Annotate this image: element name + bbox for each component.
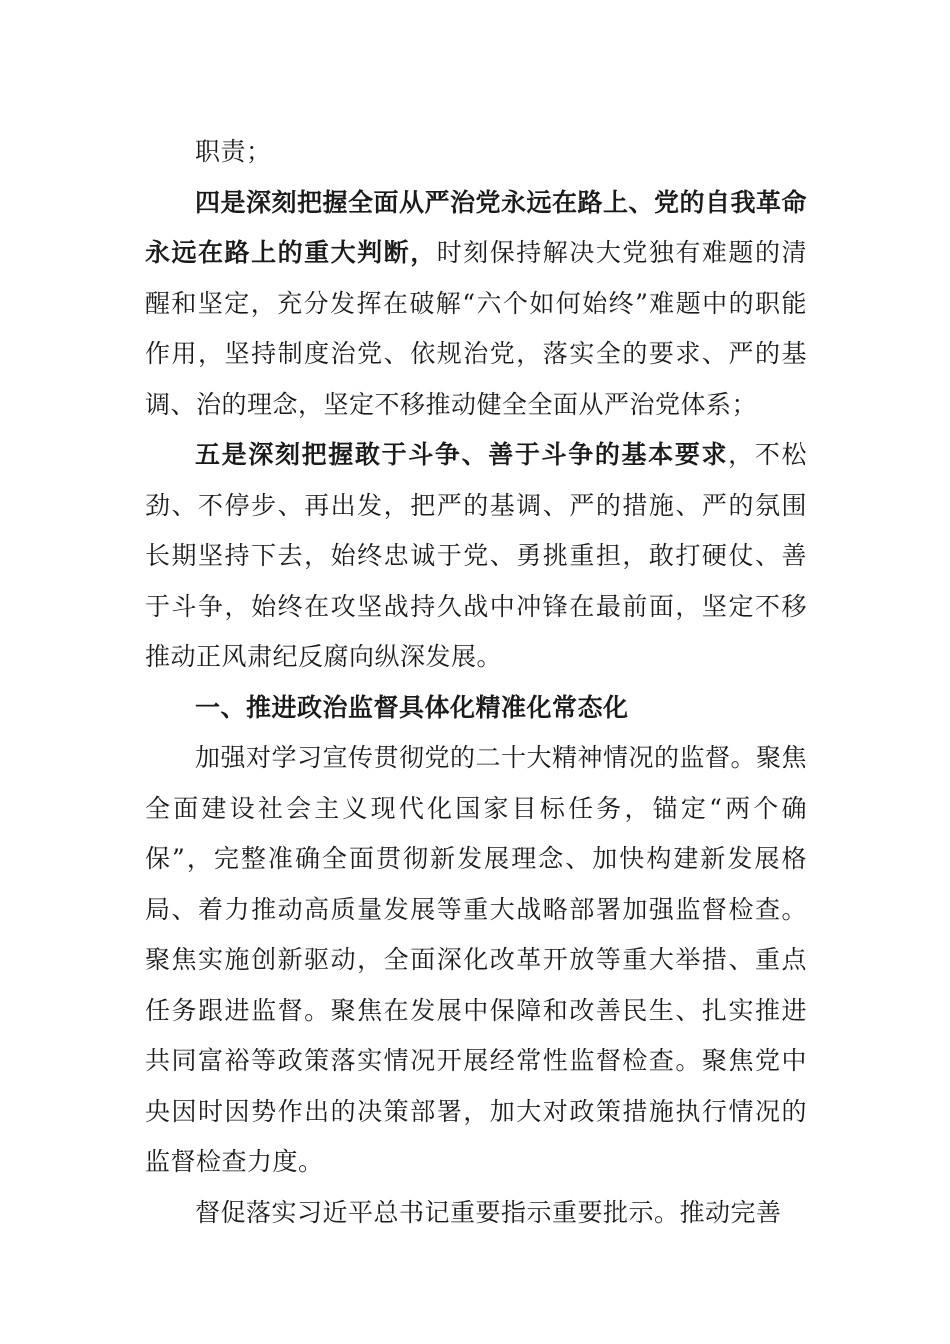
point-five-body: ，不松劲、不停步、再出发，把严的基调、严的措施、严的氛围长期坚持下去，始终忠诚于党、勇挑重担，敢打硬仗、善于斗争，始终在攻坚战持久战中冲锋在最前面，坚定不移推动正风肃纪反腐向纵深发展。 — [145, 440, 807, 671]
paragraph-duties: 职责； — [195, 137, 272, 166]
paragraph-point-four — [145, 178, 807, 431]
point-four-heading: 四是深刻把握全面从严治党永远在路上、党的自我革命永远在路上的重大判断， — [145, 187, 808, 267]
paragraph-point-five — [145, 430, 807, 683]
section-heading-political-supervision: 一、推进政治监督具体化精准化常态化 — [195, 692, 629, 722]
point-five-heading: 五是深刻把握敢于斗争、善于斗争的基本要求 — [195, 440, 729, 469]
point-four-body: 时刻保持解决大党独有难题的清醒和坚定，充分发挥在破解“六个如何始终”难题中的职能作用，坚持制度治党、依规治党，落实全的要求、严的基调、治的理念，坚定不移推动健全全面从严治党体系； — [145, 238, 807, 419]
paragraph-supervision: 加强对学习宣传贯彻党的二十大精神情况的监督。聚焦全面建设社会主义现代化国家目标任务，锚定“两个确保”，完整准确全面贯彻新发展理念、加快构建新发展格局、着力推动高质量发展等重大战略部署加强监督检查。聚焦实施创新驱动，全面深化改革开放等重大举措、重点任务跟进监督。聚焦在发展中保障和改善民生、扎实推进共同富裕等政策落实情况开展经常性监督检查。聚焦党中央因时因势作出的决策部署，加大对政策措施执行情况的监督检查力度。 — [145, 743, 808, 1176]
document-body — [145, 127, 807, 1238]
paragraph-instructions: 督促落实习近平总书记重要指示重要批示。推动完善 — [195, 1197, 782, 1227]
